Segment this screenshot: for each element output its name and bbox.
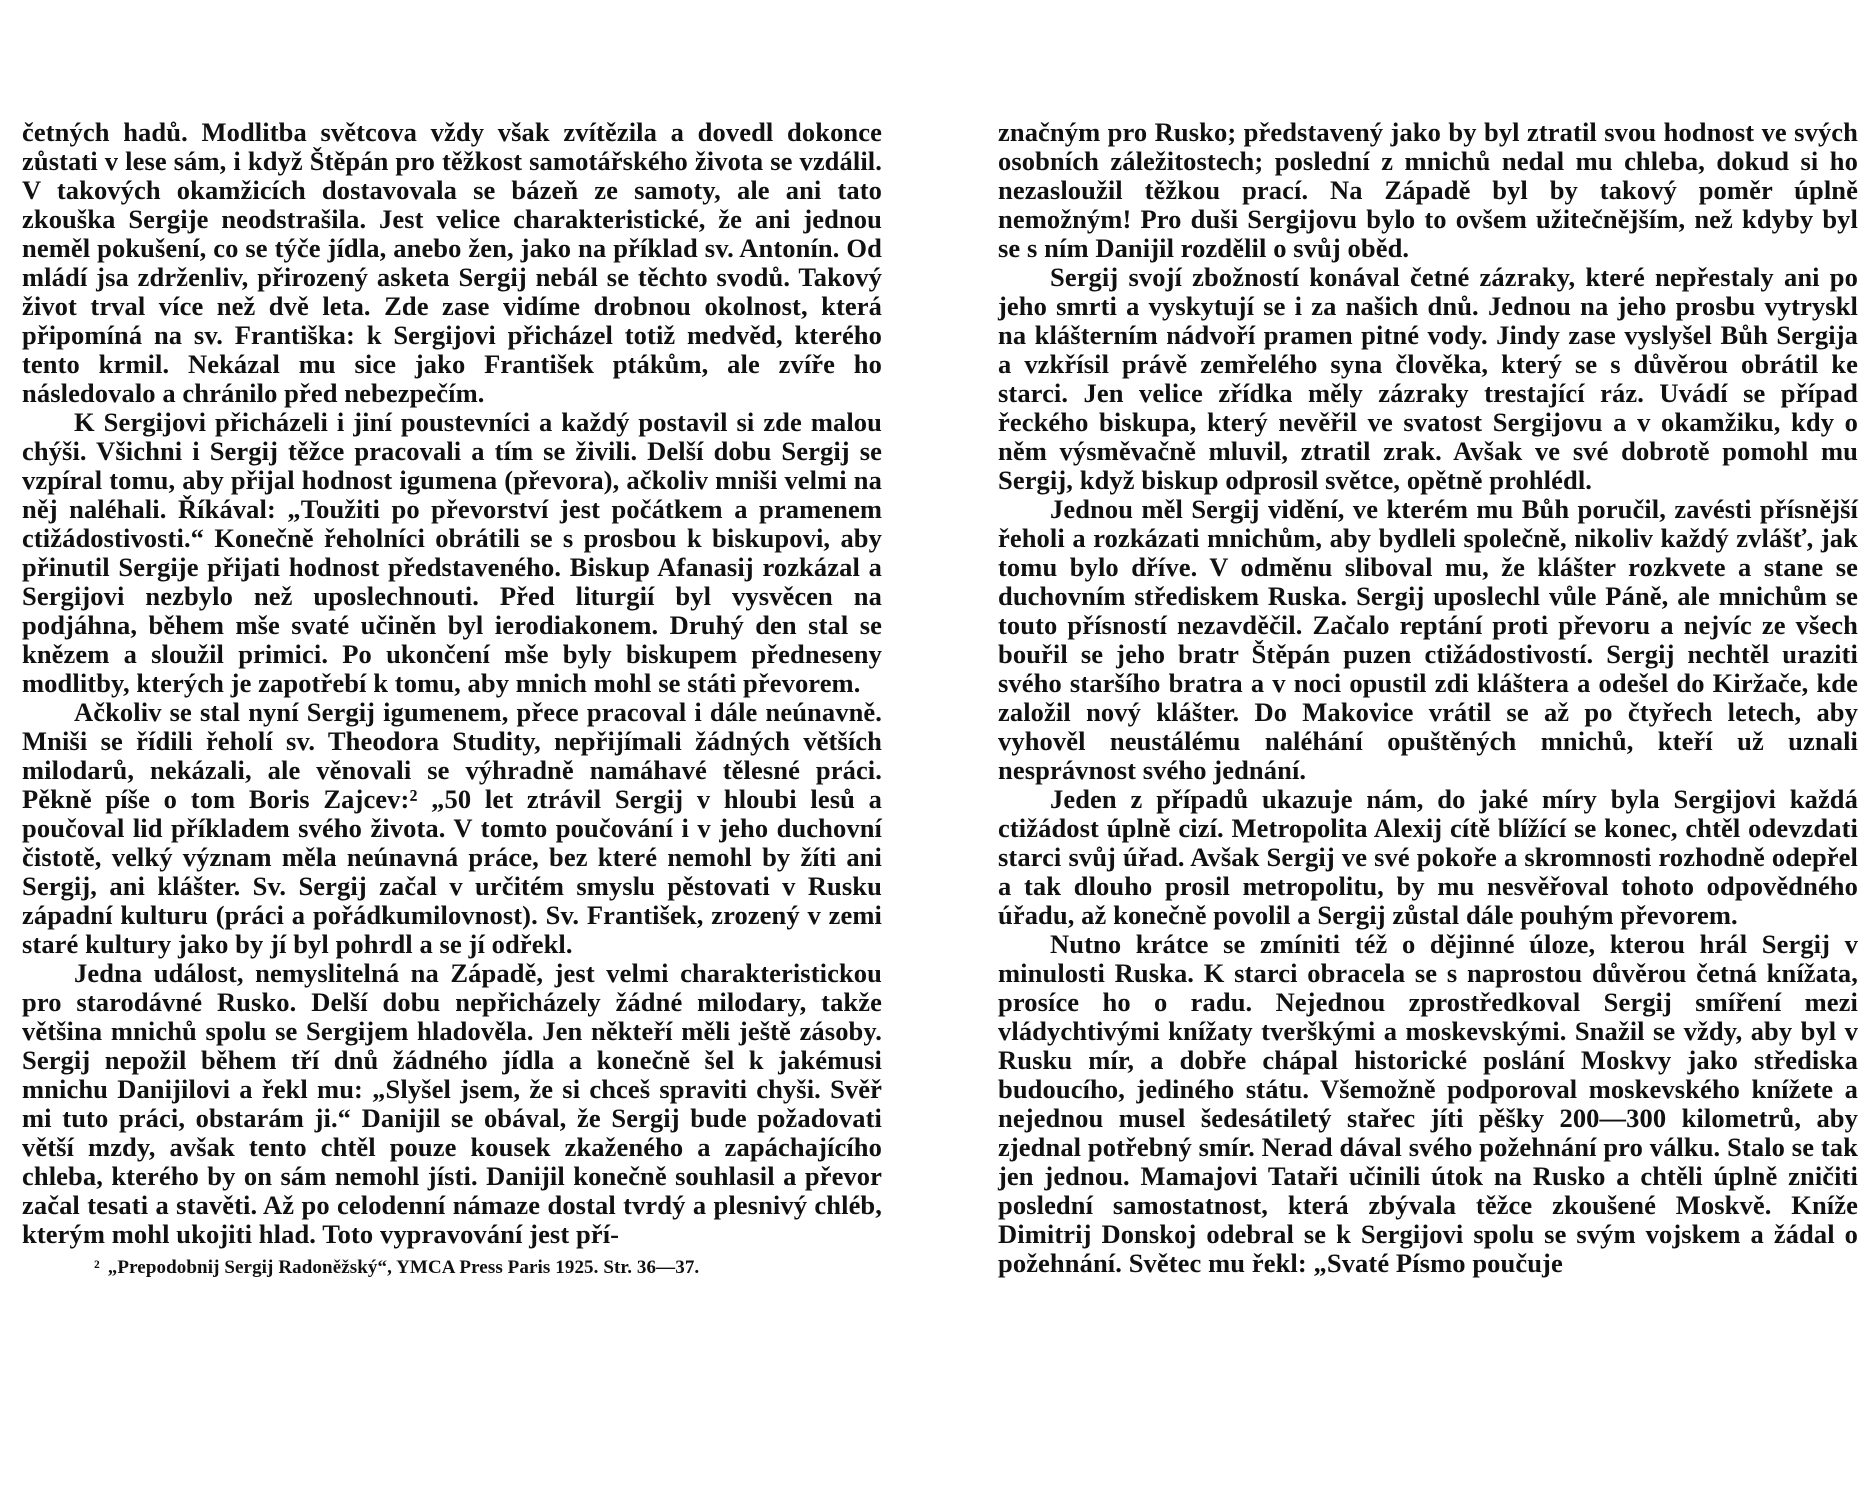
- footnote-mark: ²: [94, 1257, 100, 1278]
- right-page-column: [998, 118, 1858, 1278]
- paragraph: K Sergijovi přicházeli i jiní poustevníci a každý postavil si zde malou chýši. Všichni i Sergij těžce pracovali a tím se živili. Delší dobu Sergij se vzpíral tomu, aby přijal hodnost igumena (převora), ačkoliv mniši velmi na něj naléhali. Říkával: „Toužiti po převorství jest počátkem a pramenem ctižádostivosti.“ Konečně řeholníci obrátili se s prosbou k biskupovi, aby přinutil Sergije přijati hodnost představeného. Biskup Afanasij rozkázal a Sergijovi nezbylo než uposlechnouti. Před liturgií byl vysvěcen na podjáhna, během mše svaté učiněn byl ierodiakonem. Druhý den stal se knězem a sloužil primici. Po ukončení mše byly biskupem předneseny modlitby, kterých je zapotřebí k tomu, aby mnich mohl se státi převorem.: [22, 407, 882, 698]
- paragraph: Jednou měl Sergij vidění, ve kterém mu Bůh poručil, zavésti přísnější řeholi a rozkázati mnichům, aby bydleli společně, nikoliv každý zvlášť, jak tomu bylo dříve. V odměnu sliboval mu, že klášter rozkvete a stane se duchovním střediskem Ruska. Sergij uposlechl vůle Páně, ale mnichům se touto přísností nezavděčil. Začalo reptání proti převoru a nejvíc ze všech bouřil se jeho bratr Štěpán puzen ctižádostivostí. Sergij nechtěl uraziti svého staršího bratra a v noci opustil zdi kláštera a odešel do Kiržače, kde založil nový klášter. Do Makovice vrátil se až po čtyřech letech, aby vyhověl neustálému naléhání opuštěných mnichů, kteří už uznali nesprávnost svého jednání.: [998, 494, 1858, 785]
- footnote: [22, 1257, 882, 1279]
- left-page-column: [22, 118, 882, 1279]
- paragraph: Jeden z případů ukazuje nám, do jaké míry byla Sergijovi každá ctižádost úplně cizí. Metropolita Alexij cítě blížící se konec, chtěl odevzdati starci svůj úřad. Avšak Sergij ve své pokoře a skromnosti rozhodně odepřel a tak dlouho prosil metropolitu, by mu nesvěřoval tohoto odpovědného úřadu, až konečně povolil a Sergij zůstal dále pouhým převorem.: [998, 784, 1858, 930]
- paragraph: Sergij svojí zbožností konával četné zázraky, které nepřestaly ani po jeho smrti a vyskytují se i za našich dnů. Jednou na jeho prosbu vytryskl na klášterním nádvoří pramen pitné vody. Jindy zase vyslyšel Bůh Sergija a vzkřísil právě zemřelého syna člověka, který se s důvěrou obrátil ke starci. Jen velice zřídka měly zázraky trestající ráz. Uvádí se případ řeckého biskupa, který nevěřil ve svatost Sergijovu a v okamžiku, kdy o něm výsměvačně mluvil, ztratil zrak. Avšak ve své dobrotě pomohl mu Sergij, když biskup odprosil světce, opětně prohlédl.: [998, 262, 1858, 495]
- paragraph: Nutno krátce se zmíniti též o dějinné úloze, kterou hrál Sergij v minulosti Ruska. K starci obracela se s naprostou důvěrou četná knížata, prosíce ho o radu. Nejednou zprostředkoval Sergij smíření mezi vládychtivými knížaty tverškými a moskevskými. Snažil se vždy, aby byl v Rusku mír, a dobře chápal historické poslání Moskvy jako střediska budoucího, jediného státu. Všemožně podporoval moskevského knížete a nejednou musel šedesátiletý stařec jíti pěšky 200—300 kilometrů, aby zjednal potřebný smír. Nerad dával svého požehnání pro válku. Stalo se tak jen jednou. Mamajovi Tataři učinili útok na Rusko a chtěli úplně zničiti poslední samostatnost, která zbývala těžce zkoušené Moskvě. Kníže Dimitrij Donskoj odebral se k Sergijovi spolu se svým vojskem a žádal o požehnání. Světec mu řekl: „Svaté Písmo poučuje: [998, 929, 1858, 1278]
- footnote-text: „Prepodobnij Sergij Radoněžský“, YMCA Press Paris 1925. Str. 36—37.: [107, 1257, 700, 1278]
- paragraph: Ačkoliv se stal nyní Sergij igumenem, přece pracoval i dále neúnavně. Mniši se řídili řeholí sv. Theodora Studity, nepřijímali žádných větších milodarů, nekázali, ale věnovali se výhradně namáhavé tělesné práci. Pěkně píše o tom Boris Zajcev:² „50 let ztrávil Sergij v hloubi lesů a poučoval lid příkladem svého života. V tomto poučování i v jeho duchovní čistotě, velký význam měla neúnavná práce, bez které nemohl by žíti ani Sergij, ani klášter. Sv. Sergij začal v určitém smyslu pěstovati v Rusku západní kulturu (práci a pořádkumilovnost). Sv. František, zrozený v zemi staré kultury jako by jí byl pohrdl a se jí odřekl.: [22, 697, 882, 959]
- paragraph: Jedna událost, nemyslitelná na Západě, jest velmi charakteristickou pro starodávné Rusko. Delší dobu nepřicházely žádné milodary, takže většina mnichů spolu se Sergijem hladověla. Jen někteří měli ještě zásoby. Sergij nepožil během tří dnů žádného jídla a konečně šel k jakémusi mnichu Danijilovi a řekl mu: „Slyšel jsem, že si chceš spraviti chyši. Svěř mi tuto práci, obstarám ji.“ Danijil se obával, že Sergij bude požadovati větší mzdy, avšak tento chtěl pouze kousek zkaženého a zapáchajícího chleba, kterého by on sám nemohl jísti. Danijil konečně souhlasil a převor začal tesati a stavěti. Až po celodenní námaze dostal tvrdý a plesnivý chléb, kterým mohl ukojiti hlad. Toto vypravování jest pří-: [22, 958, 882, 1249]
- paragraph: značným pro Rusko; představený jako by byl ztratil svou hodnost ve svých osobních záležitostech; poslední z mnichů nedal mu chleba, dokud si ho nezasloužil těžkou prací. Na Západě byl by takový poměr úplně nemožným! Pro duši Sergijovu bylo to ovšem užitečnějším, než kdyby byl se s ním Danijil rozdělil o svůj oběd.: [998, 117, 1858, 263]
- paragraph: četných hadů. Modlitba světcova vždy však zvítězila a dovedl dokonce zůstati v lese sám, i když Štěpán pro těžkost samotářského života se vzdálil. V takových okamžicích dostavovala se bázeň ze samoty, ale ani tato zkouška Sergije neodstrašila. Jest velice charakteristické, že ani jednou neměl pokušení, co se týče jídla, anebo žen, jako na příklad sv. Antonín. Od mládí jsa zdrženliv, přirozený asketa Sergij nebál se těchto svodů. Takový život trval více než dvě leta. Zde zase vidíme drobnou okolnost, která připomíná na sv. Františka: k Sergijovi přicházel totiž medvěd, kterého tento krmil. Nekázal mu sice jako František ptákům, ale zvíře ho následovalo a chránilo před nebezpečím.: [22, 117, 882, 408]
